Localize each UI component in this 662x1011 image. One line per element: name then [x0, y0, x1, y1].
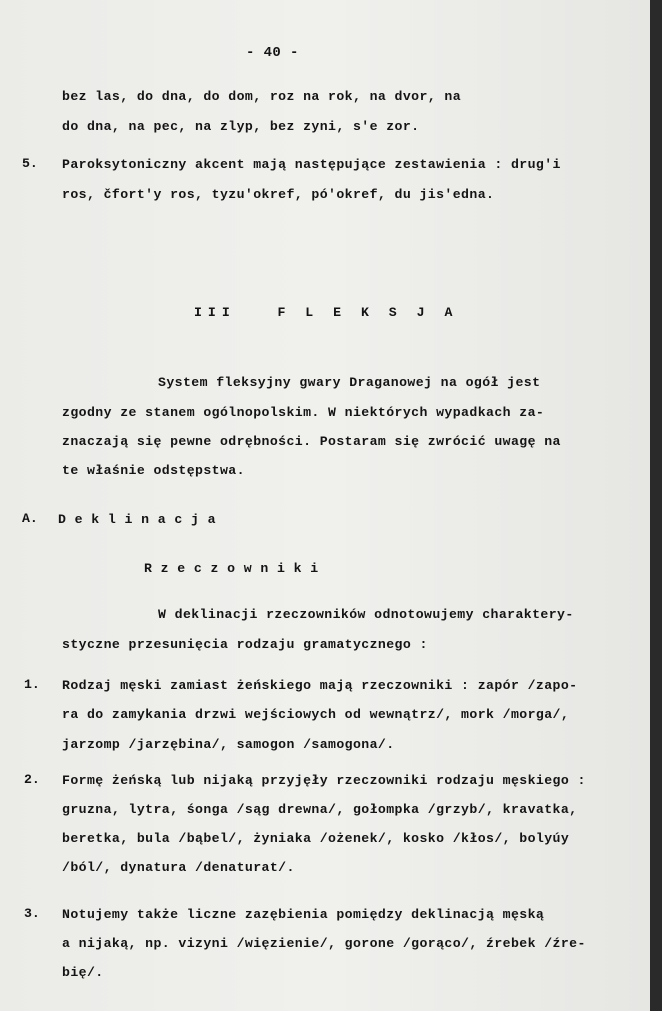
item5-marker: 5. [22, 156, 38, 171]
page-number: - 40 - [246, 45, 299, 61]
subsection-intro-line-1: W deklinacji rzeczowników odnotowujemy charaktery- [158, 607, 574, 622]
item1-line-1: Rodzaj męski zamiast żeńskiego mają rzeczowniki : zapór /zapo- [62, 678, 578, 693]
item3-line-1: Notujemy także liczne zazębienia pomiędzy deklinacją męską [62, 907, 545, 922]
item2-line-2: gruzna, lytra, śonga /sąg drewna/, gołompka /grzyb/, kravatka, [62, 802, 578, 817]
item2-marker: 2. [24, 772, 40, 787]
item3-line-2: a nijaką, np. vizyni /więzienie/, gorone /gorąco/, źrebek /źre- [62, 936, 586, 951]
intro-line-4: te właśnie odstępstwa. [62, 463, 245, 478]
section-a-marker: A. [22, 511, 38, 526]
item2-line-3: beretka, bula /bąbel/, żyniaka /ożenek/, kosko /kłos/, bolyúy [62, 831, 570, 846]
item2-line-1: Formę żeńską lub nijaką przyjęły rzeczowniki rodzaju męskiego : [62, 773, 586, 788]
item1-marker: 1. [24, 677, 40, 692]
item1-line-3: jarzomp /jarzębina/, samogon /samogona/. [62, 737, 395, 752]
item2-line-4: /ból/, dynatura /denaturat/. [62, 860, 295, 875]
subsection-intro-line-2: styczne przesunięcia rodzaju gramatycznego : [62, 637, 428, 652]
item3-marker: 3. [24, 906, 40, 921]
item5-line-2: ros, čfort'y ros, tyzu'okref, pó'okref, du jis'edna. [62, 187, 495, 202]
chapter-title: III F L E K S J A [194, 305, 459, 320]
intro-line-1: System fleksyjny gwary Draganowej na ogół jest [158, 375, 541, 390]
intro-line-2: zgodny ze stanem ogólnopolskim. W niektórych wypadkach za- [62, 405, 545, 420]
intro-line-3: znaczają się pewne odrębności. Postaram się zwrócić uwagę na [62, 434, 561, 449]
item1-line-2: ra do zamykania drzwi wejściowych od wewnątrz/, mork /morga/, [62, 707, 570, 722]
section-a-title: D e k l i n a c j a [58, 512, 216, 527]
item3-line-3: bię/. [62, 965, 104, 980]
subsection-title: R z e c z o w n i k i [144, 561, 319, 576]
item4-line-1: bez las, do dna, do dom, roz na rok, na dvor, na [62, 89, 462, 104]
item4-line-2: do dna, na pec, na zlyp, bez zyni, s'e zor. [62, 119, 420, 134]
item5-line-1: Paroksytoniczny akcent mają następujące zestawienia : drug'i [62, 157, 561, 172]
scan-edge [650, 0, 662, 1011]
